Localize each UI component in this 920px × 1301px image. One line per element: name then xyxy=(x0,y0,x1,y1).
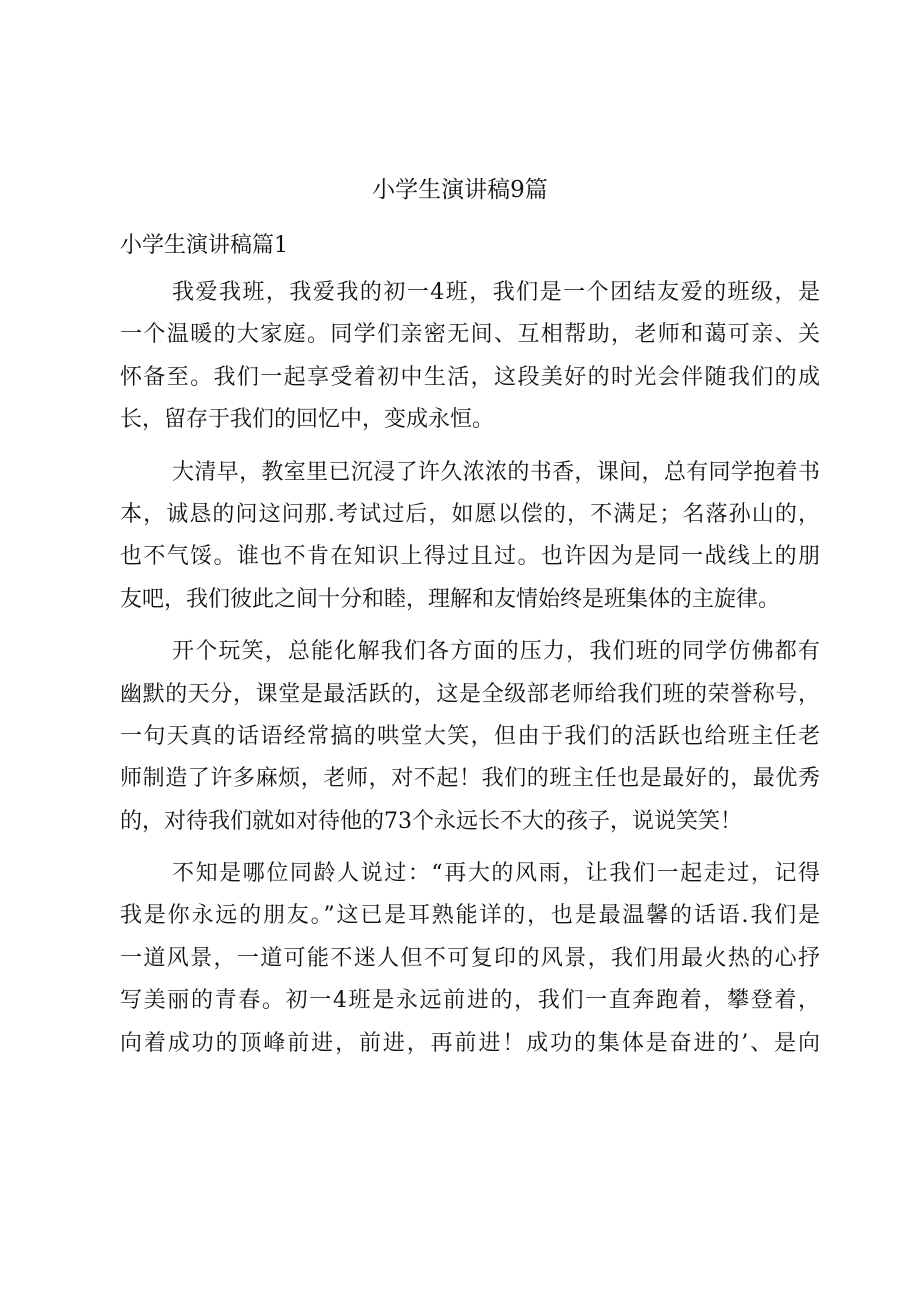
text-line: 一个温暖的大家庭。同学们亲密无间、互相帮助，老师和蔼可亲、关 xyxy=(120,322,820,348)
text-line: 的，对待我们就如对待他的73个永远长不大的孩子，说说笑笑！ xyxy=(120,808,742,834)
body-text xyxy=(120,272,820,1075)
paragraph-4 xyxy=(120,853,820,1065)
text-line: 长，留存于我们的回忆中，变成永恒。 xyxy=(120,407,495,433)
section-heading: 小学生演讲稿篇1 xyxy=(120,233,288,258)
text-line: 大清早，教室里已沉浸了许久浓浓的书香，课间，总有同学抱着书 xyxy=(172,459,820,485)
paragraph-1 xyxy=(120,272,820,442)
text-line: 写美丽的青春。初一4班是永远前进的，我们一直奔跑着，攀登着， xyxy=(120,988,820,1014)
text-line: 幽默的天分，课堂是最活跃的，这是全级部老师给我们班的荣誉称号， xyxy=(120,681,820,707)
text-line: 本，诚恳的问这问那.考试过后，如愿以偿的，不满足；名落孙山的， xyxy=(120,501,820,527)
text-line: 一句天真的话语经常搞的哄堂大笑，但由于我们的活跃也给班主任老 xyxy=(120,723,820,749)
text-line: 也不气馁。谁也不肯在知识上得过且过。也许因为是同一战线上的朋 xyxy=(120,544,820,570)
text-line: 我爱我班，我爱我的初一4班，我们是一个团结友爱的班级，是 xyxy=(172,280,820,305)
text-line: 一道风景，一道可能不迷人但不可复印的风景，我们用最火热的心抒 xyxy=(120,945,820,971)
paragraph-2 xyxy=(120,452,820,622)
document-title: 小学生演讲稿9篇 xyxy=(372,177,548,203)
text-line: 怀备至。我们一起享受着初中生活，这段美好的时光会伴随我们的成 xyxy=(120,364,820,390)
text-line: 向着成功的顶峰前进，前进，再前进！成功的集体是奋进的’、是向 xyxy=(120,1030,820,1056)
text-line: 友吧，我们彼此之间十分和睦，理解和友情始终是班集体的主旋律。 xyxy=(120,586,781,612)
paragraph-3 xyxy=(120,631,820,843)
text-line: 我是你永远的朋友。”这已是耳熟能详的，也是最温馨的话语.我们是 xyxy=(120,903,820,929)
text-line: 师制造了许多麻烦，老师，对不起！我们的班主任也是最好的，最优秀 xyxy=(120,766,820,792)
text-line: 不知是哪位同龄人说过：“再大的风雨，让我们一起走过，记得 xyxy=(172,861,820,887)
text-line: 开个玩笑，总能化解我们各方面的压力，我们班的同学仿佛都有 xyxy=(172,639,820,665)
